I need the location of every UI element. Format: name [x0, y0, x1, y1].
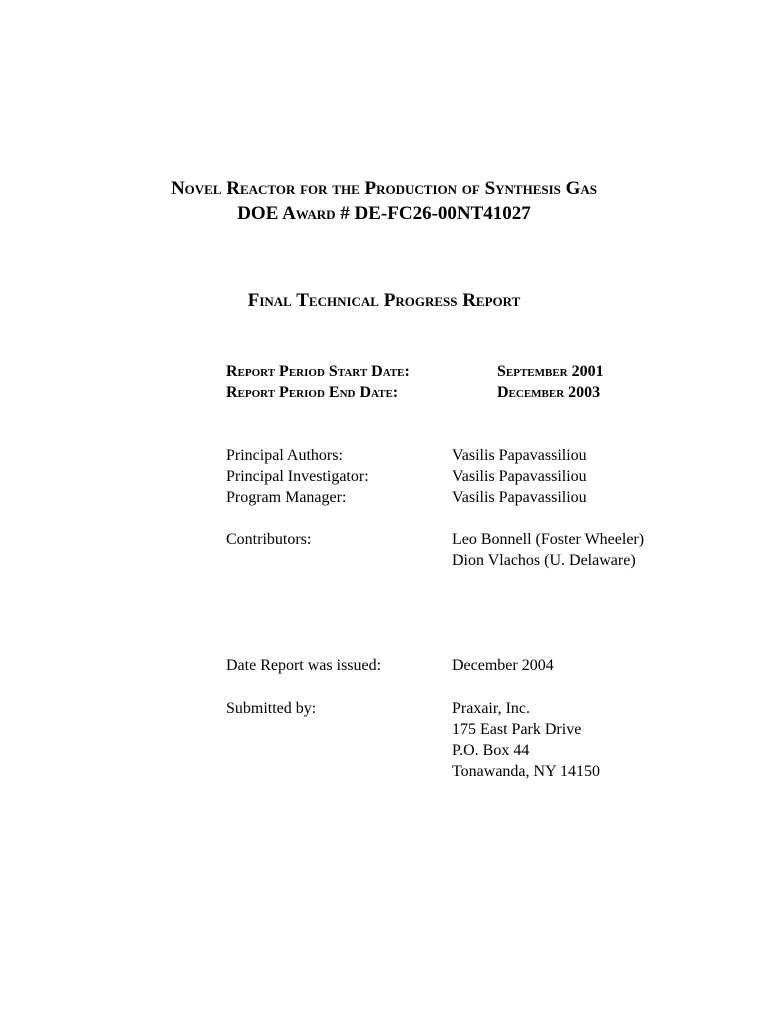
- investigator-value: Vasilis Papavassiliou: [452, 468, 587, 485]
- report-title: Novel Reactor for the Production of Synthesis Gas: [170, 178, 598, 199]
- submitter-line: P.O. Box 44: [452, 742, 530, 759]
- award-number: DOE Award # DE-FC26-00NT41027: [237, 203, 531, 224]
- investigator-label: Principal Investigator:: [226, 468, 369, 485]
- manager-label: Program Manager:: [226, 489, 347, 506]
- authors-label: Principal Authors:: [226, 447, 343, 464]
- period-end-value: December 2003: [497, 384, 601, 401]
- period-start-label: Report Period Start Date:: [226, 363, 410, 380]
- period-end-label: Report Period End Date:: [226, 384, 399, 401]
- manager-value: Vasilis Papavassiliou: [452, 489, 587, 506]
- submitter-line: Tonawanda, NY 14150: [452, 763, 601, 780]
- contributor-item: Leo Bonnell (Foster Wheeler): [452, 531, 645, 548]
- contributor-item: Dion Vlachos (U. Delaware): [452, 552, 636, 569]
- issue-date-label: Date Report was issued:: [226, 657, 382, 674]
- submitter-line: 175 East Park Drive: [452, 721, 582, 738]
- contributors-label: Contributors:: [226, 531, 312, 548]
- report-type: Final Technical Progress Report: [247, 290, 521, 311]
- authors-value: Vasilis Papavassiliou: [452, 447, 587, 464]
- issue-date-value: December 2004: [452, 657, 554, 674]
- submitted-by-label: Submitted by:: [226, 700, 317, 717]
- submitter-line: Praxair, Inc.: [452, 700, 530, 717]
- period-start-value: September 2001: [497, 363, 604, 380]
